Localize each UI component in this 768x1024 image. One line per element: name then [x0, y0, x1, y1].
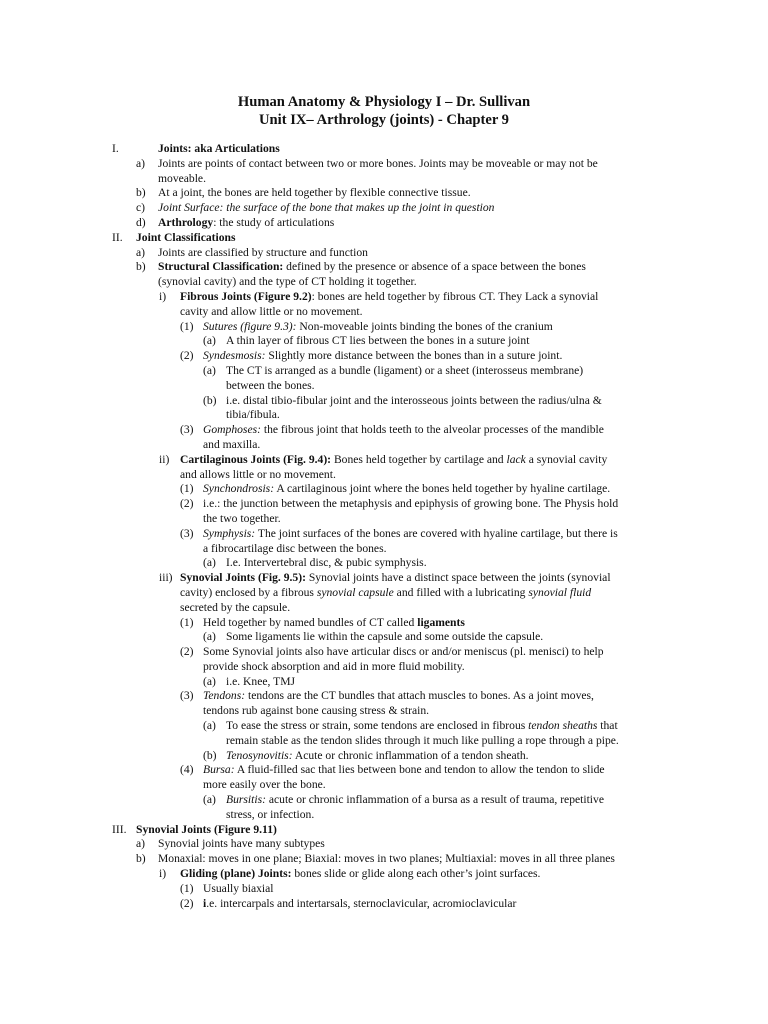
text-run: and filled with a lubricating	[393, 585, 529, 599]
text-run: Acute or chronic inflammation of a tendon sheath.	[292, 748, 529, 762]
outline-item	[0, 882, 768, 897]
text-run: more easily over the bone.	[203, 778, 326, 792]
text-run: cavity) enclosed by a fibrous	[180, 585, 317, 599]
italic-term: lack	[506, 452, 526, 466]
text-run: acute or chronic inflammation of a bursa as a result of trauma, repetitive	[265, 793, 604, 807]
item-marker: (2)	[180, 645, 194, 659]
item-text	[158, 201, 494, 214]
outline-item	[0, 394, 768, 409]
item-marker: (2)	[180, 497, 194, 511]
outline-item	[0, 793, 768, 808]
item-text	[203, 423, 604, 436]
item-marker: (a)	[203, 674, 216, 688]
outline-item	[0, 349, 768, 364]
item-text	[203, 645, 604, 658]
italic-term: Syndesmosis:	[203, 349, 266, 363]
item-marker: b)	[136, 260, 146, 274]
text-run: tendons are the CT bundles that attach muscles to bones. As a joint moves,	[245, 689, 594, 703]
text-run: i.e. distal tibio-fibular joint and the interosseous joints between the radius/ulna &	[226, 393, 602, 407]
italic-term: tendon sheaths	[528, 719, 598, 733]
item-text	[203, 882, 274, 895]
item-text	[158, 852, 615, 865]
text-run: Some ligaments lie within the capsule and some outside the capsule.	[226, 630, 544, 644]
outline-item	[0, 867, 768, 882]
text-run: a fibrocartilage disc between the bones.	[203, 541, 387, 555]
outline-continuation	[0, 468, 768, 483]
item-text	[203, 438, 260, 451]
item-marker: (1)	[180, 482, 194, 496]
italic-term: Sutures (figure 9.3):	[203, 319, 297, 333]
item-marker: i)	[159, 867, 167, 881]
item-text	[203, 542, 387, 555]
outline-continuation	[0, 172, 768, 187]
outline-item	[0, 749, 768, 764]
item-text	[203, 616, 465, 629]
outline-item	[0, 837, 768, 852]
text-run: secreted by the capsule.	[180, 600, 291, 614]
text-run: the two together.	[203, 511, 281, 525]
item-text	[226, 675, 295, 688]
text-run: The joint surfaces of the bones are covered with hyaline cartilage, but there is	[255, 526, 618, 540]
text-run: At a joint, the bones are held together by flexible connective tissue.	[158, 186, 471, 200]
outline-item	[0, 630, 768, 645]
italic-term: Tendons:	[203, 689, 246, 703]
text-run: i.e.: the junction between the metaphysis and epiphysis of growing bone. The Physis hold	[203, 497, 619, 511]
item-text	[136, 231, 236, 244]
text-run: The CT is arranged as a bundle (ligament) or a sheet (interosseus membrane)	[226, 363, 584, 377]
text-run: defined by the presence or absence of a space between the bones	[283, 260, 586, 274]
item-marker: (2)	[180, 349, 194, 363]
outline-item	[0, 616, 768, 631]
item-text	[158, 837, 325, 850]
text-run: Synovial joints have a distinct space between the joints (synovial	[305, 571, 611, 585]
outline-continuation	[0, 305, 768, 320]
item-marker: III.	[112, 822, 127, 836]
item-text	[226, 630, 543, 643]
text-run: bones slide or glide along each other’s joint surfaces.	[291, 867, 541, 881]
italic-term: Joint Surface: the surface of the bone that makes up the joint in question	[158, 201, 495, 215]
document-title: Human Anatomy & Physiology I – Dr. Sullivan	[237, 94, 531, 110]
bold-term: ligaments	[417, 615, 465, 629]
text-run: Non-moveable joints binding the bones of the cranium	[296, 319, 553, 333]
item-marker: (1)	[180, 615, 194, 629]
text-run: Some Synovial joints also have articular discs or and/or meniscus (pl. menisci) to help	[203, 645, 604, 659]
outline-item	[0, 497, 768, 512]
outline-item	[0, 897, 768, 912]
item-text	[180, 305, 363, 318]
italic-term: Bursitis:	[226, 793, 266, 807]
outline-item	[0, 763, 768, 778]
bold-term: Fibrous Joints (Figure 9.2)	[180, 289, 312, 303]
outline-continuation	[0, 778, 768, 793]
italic-term: Gomphoses:	[203, 423, 261, 437]
outline-continuation	[0, 734, 768, 749]
text-run: Usually biaxial	[203, 881, 274, 895]
bold-term: Structural Classification:	[158, 260, 284, 274]
text-run: that	[597, 719, 618, 733]
item-marker: (1)	[180, 319, 194, 333]
item-text	[203, 527, 618, 540]
text-run: tendons rub against bone causing stress & strain.	[203, 704, 430, 718]
bold-term: i	[203, 896, 207, 910]
italic-term: Tenosynovitis:	[226, 748, 293, 762]
item-text	[226, 808, 314, 821]
item-text	[203, 897, 516, 910]
item-text	[203, 497, 618, 510]
text-run: To ease the stress or strain, some tendons are enclosed in fibrous	[226, 719, 529, 733]
item-text	[203, 704, 429, 717]
outline-continuation	[0, 542, 768, 557]
item-marker: (2)	[180, 896, 194, 910]
text-run: between the bones.	[226, 378, 315, 392]
text-run: the fibrous joint that holds teeth to the alveolar processes of the mandible	[260, 423, 604, 437]
item-text	[203, 349, 562, 362]
item-marker: (3)	[180, 526, 194, 540]
outline-continuation	[0, 438, 768, 453]
item-marker: c)	[136, 201, 146, 215]
item-text	[158, 275, 417, 288]
text-run: tibia/fibula.	[226, 408, 280, 422]
item-text	[158, 186, 471, 199]
item-text	[226, 364, 583, 377]
text-run: Held together by named bundles of CT called	[203, 615, 418, 629]
outline-continuation	[0, 512, 768, 527]
outline-item	[0, 246, 768, 261]
document-subtitle: Unit IX– Arthrology (joints) - Chapter 9	[259, 112, 509, 128]
outline-item	[0, 320, 768, 335]
text-run: cavity and allow little or no movement.	[180, 304, 363, 318]
item-marker: I.	[112, 142, 119, 155]
item-text	[226, 793, 604, 806]
item-marker: (a)	[203, 556, 216, 570]
outline-item	[0, 645, 768, 660]
item-text	[158, 172, 206, 185]
outline-continuation	[0, 408, 768, 423]
outline-continuation	[0, 660, 768, 675]
text-run: Slightly more distance between the bones than in a suture joint.	[265, 349, 563, 363]
item-text	[203, 482, 610, 495]
text-run: moveable.	[158, 171, 206, 185]
item-marker: (a)	[203, 793, 216, 807]
item-text	[158, 142, 280, 155]
item-marker: iii)	[159, 571, 173, 585]
item-marker: (3)	[180, 423, 194, 437]
item-text	[158, 246, 368, 259]
outline-continuation	[0, 601, 768, 616]
italic-term: Synchondrosis:	[203, 482, 275, 496]
outline-item	[0, 364, 768, 379]
item-text	[158, 216, 334, 229]
text-run: and allows little or no movement.	[180, 467, 336, 481]
bold-term: Joint Classifications	[136, 230, 236, 244]
item-marker: (a)	[203, 334, 216, 348]
text-run: Monaxial: moves in one plane; Biaxial: moves in two planes; Multiaxial: moves in all three planes	[158, 852, 615, 866]
text-run: (synovial cavity) and the type of CT holding it together.	[158, 275, 417, 289]
item-marker: (3)	[180, 689, 194, 703]
outline-item	[0, 556, 768, 571]
text-run: : bones are held together by fibrous CT. They Lack a synovial	[311, 289, 599, 303]
item-text	[226, 734, 619, 747]
item-text	[180, 586, 591, 599]
item-marker: a)	[136, 156, 146, 170]
italic-term: Symphysis:	[203, 526, 256, 540]
outline-item	[0, 334, 768, 349]
item-text	[180, 453, 607, 466]
text-run: A fluid-filled sac that lies between bone and tendon to allow the tendon to slide	[234, 763, 605, 777]
text-run: a synovial cavity	[525, 452, 608, 466]
outline-item	[0, 689, 768, 704]
item-marker: i)	[159, 289, 167, 303]
item-marker: (4)	[180, 763, 194, 777]
item-text	[203, 763, 605, 776]
item-marker: II.	[112, 230, 123, 244]
bold-term: Joints: aka Articulations	[158, 142, 280, 155]
outline-continuation	[0, 586, 768, 601]
item-text	[226, 334, 529, 347]
text-run: A cartilaginous joint where the bones held together by hyaline cartilage.	[274, 482, 611, 496]
outline-item	[0, 423, 768, 438]
outline-content	[0, 142, 768, 911]
outline-continuation	[0, 379, 768, 394]
outline-item	[0, 216, 768, 231]
outline-continuation	[0, 808, 768, 823]
text-run: Joints are points of contact between two or more bones. Joints may be moveable or may not be	[158, 156, 598, 170]
bold-term: Synovial Joints (Fig. 9.5):	[180, 571, 306, 585]
item-text	[136, 823, 277, 836]
item-text	[180, 290, 598, 303]
outline-item	[0, 527, 768, 542]
item-marker: (b)	[203, 393, 217, 407]
text-run: and maxilla.	[203, 437, 261, 451]
item-text	[180, 601, 290, 614]
item-text	[226, 408, 280, 421]
outline-item	[0, 260, 768, 275]
outline-item	[0, 823, 768, 838]
outline-item	[0, 571, 768, 586]
bold-term: Synovial Joints (Figure 9.11)	[136, 822, 277, 836]
outline-item	[0, 482, 768, 497]
outline-item	[0, 675, 768, 690]
outline-item	[0, 201, 768, 216]
item-text	[203, 320, 553, 333]
item-text	[203, 778, 326, 791]
item-text	[180, 571, 611, 584]
outline-item	[0, 852, 768, 867]
outline-continuation	[0, 704, 768, 719]
item-text	[180, 867, 540, 880]
italic-term: synovial capsule	[316, 585, 394, 599]
outline-item	[0, 231, 768, 246]
item-text	[203, 660, 465, 673]
text-run: remain stable as the tendon slides through it much like pulling a rope through a pipe.	[226, 733, 619, 747]
item-marker: (a)	[203, 363, 216, 377]
outline-item	[0, 719, 768, 734]
text-run: stress, or infection.	[226, 807, 315, 821]
item-text	[203, 512, 281, 525]
outline-item	[0, 157, 768, 172]
item-marker: a)	[136, 837, 146, 851]
text-run: Synovial joints have many subtypes	[158, 837, 325, 851]
text-run: Bones held together by cartilage and	[331, 452, 507, 466]
item-marker: (a)	[203, 630, 216, 644]
item-marker: a)	[136, 245, 146, 259]
outline-item	[0, 290, 768, 305]
item-text	[226, 556, 427, 569]
item-text	[226, 394, 602, 407]
item-text	[203, 689, 594, 702]
text-run: i.e. Knee, TMJ	[226, 674, 296, 688]
item-marker: (b)	[203, 748, 217, 762]
outline-item	[0, 186, 768, 201]
outline-item	[0, 142, 768, 157]
bold-term: Gliding (plane) Joints:	[180, 867, 292, 881]
outline-continuation	[0, 275, 768, 290]
item-marker: b)	[136, 186, 146, 200]
item-text	[226, 379, 315, 392]
item-text	[226, 719, 618, 732]
item-text	[226, 749, 529, 762]
italic-term: Bursa:	[203, 763, 235, 777]
text-run: A thin layer of fibrous CT lies between the bones in a suture joint	[226, 334, 530, 348]
bold-term: Cartilaginous Joints (Fig. 9.4):	[180, 452, 332, 466]
text-run: : the study of articulations	[213, 215, 335, 229]
item-text	[180, 468, 336, 481]
outline-item	[0, 453, 768, 468]
text-run: .e. intercarpals and intertarsals, sternoclavicular, acromioclavicular	[206, 896, 517, 910]
text-run: provide shock absorption and aid in more fluid mobility.	[203, 659, 465, 673]
bold-term: Arthrology	[158, 215, 214, 229]
text-run: Joints are classified by structure and function	[158, 245, 368, 259]
item-marker: ii)	[159, 452, 170, 466]
item-marker: b)	[136, 852, 146, 866]
item-marker: (1)	[180, 881, 194, 895]
italic-term: synovial fluid	[528, 585, 592, 599]
item-text	[158, 260, 586, 273]
text-run: I.e. Intervertebral disc, & pubic symphysis.	[226, 556, 427, 570]
item-marker: (a)	[203, 719, 216, 733]
item-text	[158, 157, 598, 170]
item-marker: d)	[136, 215, 146, 229]
